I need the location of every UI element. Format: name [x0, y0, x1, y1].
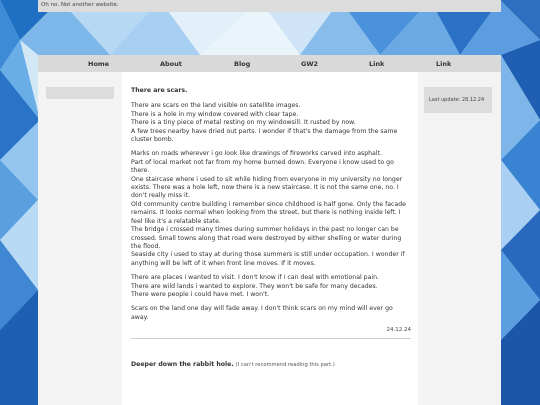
post-line: Marks on roads wherever i go look like drawings of fireworks carved into asphalt. — [131, 150, 382, 158]
post-line: There is a tiny piece of metal resting on my windowsill. It rusted by now. — [131, 119, 356, 127]
nav-bar — [38, 55, 501, 72]
post-paragraph-1 — [131, 102, 411, 144]
nav-link-2[interactable]: Link — [436, 60, 452, 68]
page-container — [38, 55, 501, 405]
nav-about[interactable]: About — [160, 60, 182, 68]
post-paragraph-4 — [131, 305, 411, 322]
sidebar-right-box — [424, 87, 492, 113]
post-line: There is a hole in my window covered with clear tape. — [131, 110, 299, 118]
nav-blog[interactable]: Blog — [234, 60, 251, 68]
nav-home[interactable]: Home — [88, 60, 110, 68]
post-line: There are places i wanted to visit. I don't know if i can deal with emotional pain. — [131, 274, 380, 282]
post-line: There are scars on the land visible on satellite images. — [131, 102, 301, 110]
post-line: Old community centre building i remember since childhood is half gone. Only the facade remains. It looks normal when looking from the street, but there is nothing inside left. I feel like it's a relatable state. — [131, 200, 406, 225]
post-paragraph-2 — [131, 150, 411, 268]
post-paragraph-3 — [131, 274, 411, 299]
post-divider — [131, 338, 411, 339]
post2-header — [131, 361, 411, 368]
post2-title[interactable]: Deeper down the rabbit hole. — [131, 361, 234, 369]
post-title: There are scars. — [131, 87, 188, 94]
post-line: There were people i could have met. I won't. — [131, 290, 270, 298]
post-line: Scars on the land one day will fade away. I don't think scars on my mind will ever go away. — [131, 305, 393, 321]
post-date: 24.12.24 — [386, 327, 411, 334]
last-update-text: Last update: 28.12.24 — [429, 97, 485, 103]
post-line: One staircase where i used to sit while hiding from everyone in my university no longer exists. There was a hole left, now there is a new staircase. It is not the same one, no. I don't really miss it. — [131, 175, 403, 200]
post-line: Seaside city i used to stay at during those summers is still under occupation. I wonder if anything will be left of it when front line moves. If it moves. — [131, 251, 405, 267]
main-content — [122, 72, 418, 405]
post-line: Part of local market not far from my home burned down. Everyone i know used to go there. — [131, 158, 394, 175]
sidebar-left-box — [46, 87, 114, 99]
top-bar — [38, 0, 501, 12]
site-tagline: Oh no. Not another website. — [41, 2, 119, 8]
nav-link-1[interactable]: Link — [369, 60, 385, 68]
post-line: The bridge i crossed many times during summer holidays in the past no longer can be crossed. Small towns along that road were destroyed by either shelling or water during the flood. — [131, 226, 402, 250]
post2-note: (I can't recommend reading this part.) — [235, 362, 335, 369]
nav-gw2[interactable]: GW2 — [301, 60, 319, 68]
post-line: There are wild lands i wanted to explore. They won't be safe for many decades. — [131, 282, 378, 290]
post-line: A few trees nearby have dried out parts. I wonder if that's the damage from the same cluster bomb. — [131, 127, 398, 144]
